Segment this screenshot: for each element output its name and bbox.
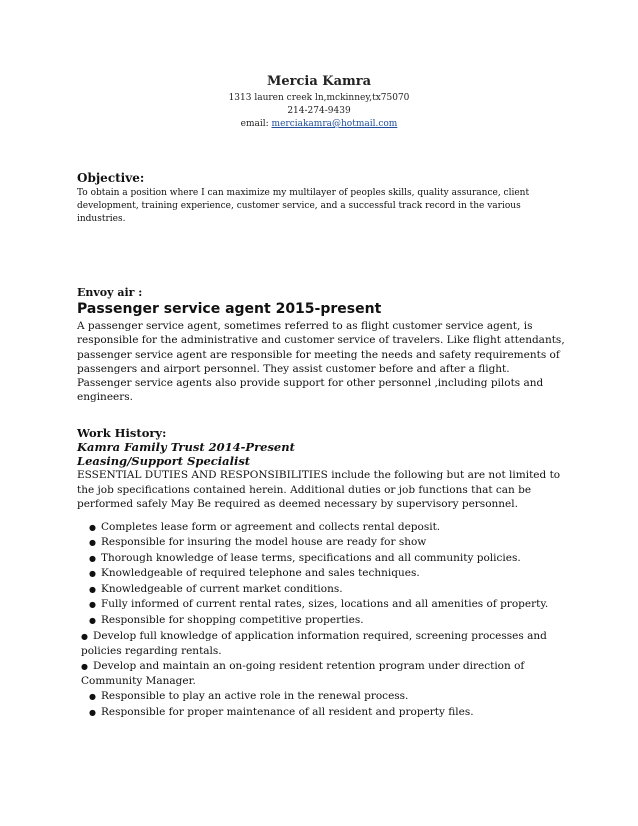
duties-list (77, 520, 577, 721)
candidate-name: Mercia Kamra (266, 74, 372, 89)
list-item: ● Develop and maintain an on-going resident retention program under direction of Community Manager. (81, 659, 525, 688)
objective-text: To obtain a position where I can maximize my multilayer of peoples skills, quality assurance, client development, training experience, customer service, and a successful track record in the various industries. (77, 188, 530, 224)
bullet-icon: ● (81, 661, 88, 671)
bullet-icon: ● (89, 553, 96, 563)
objective-section (77, 171, 547, 226)
bullet-icon: ● (89, 692, 96, 702)
work-company: Kamra Family Trust 2014-Present (77, 440, 295, 454)
work-history-section (77, 426, 577, 720)
bullet-icon: ● (89, 538, 96, 548)
address: 1313 lauren creek ln,mckinney,tx75070 (228, 93, 410, 103)
work-role: Leasing/Support Specialist (77, 454, 251, 468)
work-history-heading: Work History: (77, 426, 167, 440)
list-item: ● Knowledgeable of current market conditions. (89, 582, 343, 595)
email-line (0, 118, 638, 131)
phone: 214-274-9439 (287, 106, 351, 116)
bullet-icon: ● (89, 522, 96, 532)
envoy-section (77, 286, 567, 405)
objective-heading: Objective: (77, 171, 145, 185)
email-label: email: (240, 119, 272, 129)
list-item: ● Responsible for insuring the model house are ready for show (89, 536, 427, 549)
bullet-icon: ● (81, 631, 88, 641)
bullet-icon: ● (89, 569, 96, 579)
envoy-job-title: Passenger service agent 2015-present (77, 301, 382, 317)
bullet-icon: ● (89, 707, 96, 717)
list-item: ● Responsible for shopping competitive properties. (89, 614, 364, 627)
work-intro: ESSENTIAL DUTIES AND RESPONSIBILITIES include the following but are not limited to the job specifications contained herein. Additional duties or job functions that can be performed safely May Be required as deemed necessary by supervisory personnel. (77, 469, 561, 510)
envoy-company: Envoy air : (77, 286, 143, 299)
list-item: ● Fully informed of current rental rates, sizes, locations and all amenities of property. (89, 598, 549, 611)
bullet-icon: ● (89, 616, 96, 626)
list-item: ● Develop full knowledge of application information required, screening processes and policies regarding rentals. (81, 629, 547, 658)
list-item: ● Responsible for proper maintenance of all resident and property files. (89, 705, 474, 718)
list-item: ● Responsible to play an active role in the renewal process. (89, 690, 409, 703)
resume-header (0, 74, 638, 131)
bullet-icon: ● (89, 584, 96, 594)
envoy-description: A passenger service agent, sometimes referred to as flight customer service agent, is responsible for the administrative and customer service of travelers. Like flight attendants, passenger service agent are responsible for meeting the needs and safety requirements of passengers and airport personnel. They assist customer before and after a flight. Passenger service agents also provide support for other personnel ,including pilots and engineers. (77, 320, 565, 404)
list-item: ● Thorough knowledge of lease terms, specifications and all community policies. (89, 551, 521, 564)
list-item: ● Knowledgeable of required telephone and sales techniques. (89, 567, 420, 580)
email-link[interactable]: merciakamra@hotmail.com (271, 119, 398, 129)
bullet-icon: ● (89, 600, 96, 610)
list-item: ● Completes lease form or agreement and collects rental deposit. (89, 520, 441, 533)
